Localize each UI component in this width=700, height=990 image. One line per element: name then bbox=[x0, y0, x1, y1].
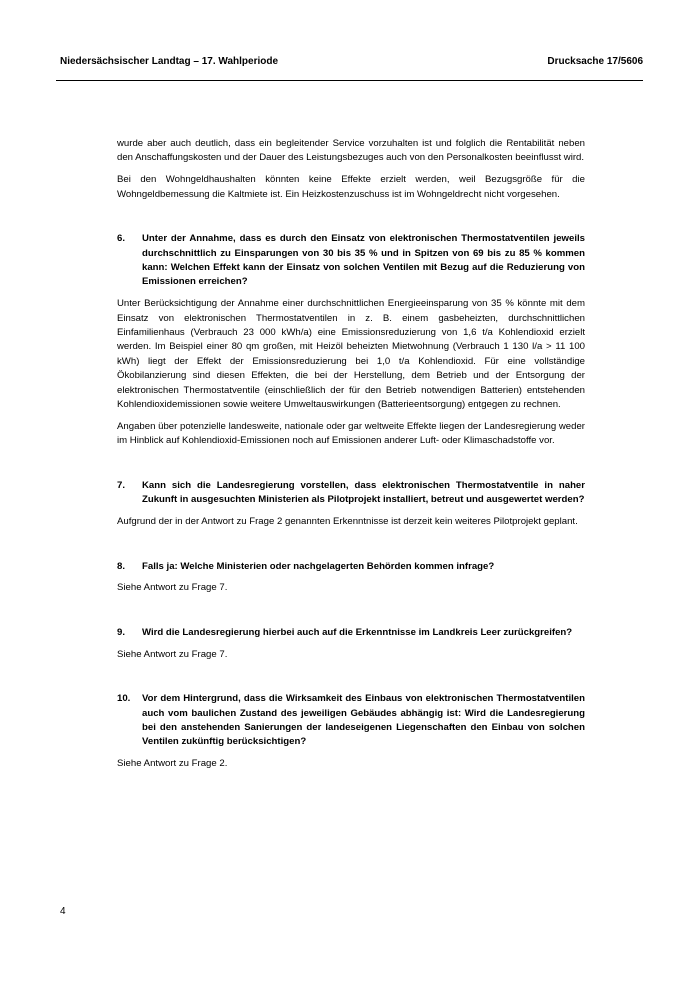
question-7 bbox=[117, 479, 585, 508]
answer-paragraph: Unter Berücksichtigung der Annahme einer durchschnittlichen Energieeinsparung von 35 % könnte mit dem Einsatz von elektronischen Thermostatventilen in z. B. einem gasbeheizten, durchschnittlichen Einfamilienhaus (Verbrauch 23 000 kWh/a) eine Emissionsreduzierung von 1,6 t/a Kohlendioxid erzielt werden. Im Beispiel einer 80 qm großen, mit Heizöl beheizten Mietwohnung (Verbrauch 1 130 l/a > 11 100 kWh) liegt der Effekt der Emissionsreduzierung bei 1,0 t/a Kohlendioxid. Für eine vollständige Ökobilanzierung sind diesen Effekten, die bei der Herstellung, dem Betrieb und der Entsorgung der elektronischen Thermostatventile (einschließlich der für den Betrieb notwendigen Batterien) entstehenden Kohlendioxidemissionen sowie weitere Umweltauswirkungen (Batterieentsorgung) entgegen zu rechnen. bbox=[117, 298, 585, 411]
answer-paragraph: wurde aber auch deutlich, dass ein begleitender Service vorzuhalten ist und folglich die Rentabilität neben den Anschaffungskosten und der Dauer des Leistungsbezuges auch von den Personalkosten beeinflusst wird. bbox=[117, 138, 585, 164]
question-text: Unter der Annahme, dass es durch den Einsatz von elektronischen Thermostatventilen jeweils durchschnittlich zu Einsparungen von 30 bis 35 % und in Spitzen von 69 bis zu 85 % kommen kann: Welchen Effekt kann der Einsatz von solchen Ventilen mit Bezug auf die Reduzierung von Emissionen erreichen? bbox=[142, 233, 585, 288]
question-6 bbox=[117, 232, 585, 290]
answer-paragraph: Bei den Wohngeldhaushalten könnten keine Effekte erzielt werden, weil Bezugsgröße für die Wohngeldbemessung die Kaltmiete ist. Ein Heizkostenzuschuss ist im Wohngeldrecht nicht vorgesehen. bbox=[117, 174, 585, 200]
answer-paragraph: Angaben über potenzielle landesweite, nationale oder gar weltweite Effekte liegen der Landesregierung weder im Hinblick auf Kohlendioxid-Emissionen noch auf Emissionen anderer Luft- oder Klimaschadstoffe vor. bbox=[117, 421, 585, 447]
question-8 bbox=[117, 560, 585, 574]
answer-paragraph: Siehe Antwort zu Frage 7. bbox=[117, 582, 228, 594]
page-number: 4 bbox=[60, 906, 66, 917]
question-text: Falls ja: Welche Ministerien oder nachgelagerten Behörden kommen infrage? bbox=[142, 560, 495, 572]
answer-paragraph: Aufgrund der in der Antwort zu Frage 2 genannten Erkenntnisse ist derzeit kein weiteres Pilotprojekt geplant. bbox=[117, 516, 578, 528]
question-text: Kann sich die Landesregierung vorstellen, dass elektronischen Thermostatventile in naher Zukunft in ausgesuchten Ministerien als Pilotprojekt installiert, betreut und ausgewertet werden? bbox=[142, 479, 585, 506]
question-9 bbox=[117, 626, 585, 640]
question-text: Wird die Landesregierung hierbei auch auf die Erkenntnisse im Landkreis Leer zurückgreifen? bbox=[142, 626, 573, 638]
question-10 bbox=[117, 692, 585, 750]
header-divider bbox=[56, 80, 643, 81]
question-number: 10. bbox=[117, 693, 131, 705]
question-text: Vor dem Hintergrund, dass die Wirksamkeit des Einbaus von elektronischen Thermostatventilen auch vom baulichen Zustand des jeweiligen Gebäudes abhängig ist: Wird die Landesregierung bei den anstehenden Sanierungen der landeseigenen Liegenschaften den Einbau von solchen Ventilen zukünftig berücksichtigen? bbox=[142, 693, 585, 748]
question-number: 9. bbox=[117, 626, 126, 638]
question-number: 6. bbox=[117, 233, 126, 245]
answer-paragraph: Siehe Antwort zu Frage 7. bbox=[117, 648, 228, 660]
question-number: 7. bbox=[117, 479, 126, 491]
answer-paragraph: Siehe Antwort zu Frage 2. bbox=[117, 758, 228, 770]
question-number: 8. bbox=[117, 560, 126, 572]
header-document-number: Drucksache 17/5606 bbox=[547, 56, 643, 67]
document-body bbox=[117, 137, 585, 772]
header-parliament-title: Niedersächsischer Landtag – 17. Wahlperiode bbox=[60, 56, 279, 67]
